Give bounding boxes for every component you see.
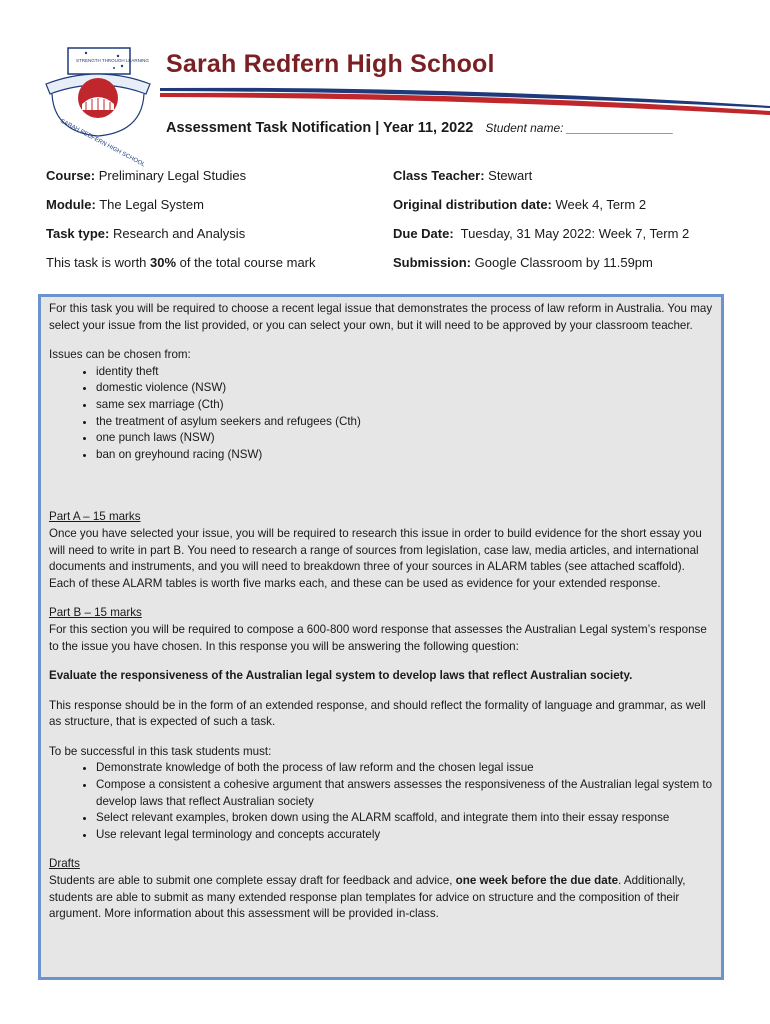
issues-heading: Issues can be chosen from:: [49, 348, 191, 362]
issue-item: • identity theft: [96, 364, 713, 381]
distribution-date-detail: Original distribution date: Week 4, Term 2: [393, 197, 647, 212]
details-row-course: [46, 168, 736, 197]
essay-question: Evaluate the responsiveness of the Australian legal system to develop laws that reflect Australian society.: [49, 669, 633, 683]
form-paragraph: This response should be in the form of an extended response, and should reflect the formality of language and grammar, as well as structure, that is expected of such a task.: [49, 698, 706, 729]
student-name-field: Student name: ________________: [485, 121, 674, 135]
intro-paragraph: For this task you will be required to choose a recent legal issue that demonstrates the process of law reform in Australia. You may select your issue from the list provided, or you can select your own, but it will need to be approved by your classroom teacher.: [49, 302, 713, 332]
svg-text:SARAH REDFERN HIGH SCHOOL: SARAH REDFERN HIGH SCHOOL: [59, 118, 146, 169]
due-date-detail: Due Date: Tuesday, 31 May 2022: Week 7, Term 2: [393, 226, 690, 241]
issue-item: • domestic violence (NSW): [96, 380, 713, 397]
issue-item: • same sex marriage (Cth): [96, 397, 713, 414]
worth-detail: This task is worth 30% of the total course mark: [46, 255, 316, 270]
part-a-title: Part A – 15 marks: [49, 510, 141, 524]
task-details: [46, 168, 736, 284]
task-subheading: [166, 120, 674, 136]
drafts-paragraph: Students are able to submit one complete essay draft for feedback and advice, one week before the due date. Additionally, students are able to submit as many extended response plan templates for advice on structure and the composition of their argument. More information about this assessment will be provided in-class.: [49, 874, 686, 921]
spacer: [49, 476, 713, 509]
success-item: • Compose a consistent a cohesive argument that answers assesses the responsiveness of the Australian legal system to develop laws that reflect Australian society: [96, 777, 713, 810]
task-description-box: [38, 294, 724, 980]
part-b-title: Part B – 15 marks: [49, 606, 142, 620]
submission-detail: Submission: Google Classroom by 11.59pm: [393, 255, 653, 270]
module-detail: Module: The Legal System: [46, 197, 204, 212]
issue-item: • the treatment of asylum seekers and refugees (Cth): [96, 414, 713, 431]
success-item: • Demonstrate knowledge of both the process of law reform and the chosen legal issue: [96, 760, 713, 777]
task-type-detail: Task type: Research and Analysis: [46, 226, 246, 241]
details-row-worth: [46, 255, 736, 284]
success-item: • Select relevant examples, broken down using the ALARM scaffold, and integrate them into their essay response: [96, 810, 713, 827]
issue-item: • one punch laws (NSW): [96, 430, 713, 447]
header-swoosh-decoration: [160, 84, 770, 116]
success-heading: To be successful in this task students must:: [49, 744, 272, 758]
part-a-text: Once you have selected your issue, you will be required to research this issue in order to build evidence for the short essay you will need to write in part B. You need to research a range of sources from legislation, case law, media articles, and international documents and instruments, and you will need to breakdown three of your sources in ALARM tables (see attached scaffold). Each of these ALARM tables is worth five marks each, and these can be used as evidence for your extended response.: [49, 526, 702, 590]
part-b-text: For this section you will be required to compose a 600-800 word response that assesses the Australian Legal system’s response to the issue you have chosen. In this response you will be answering the following question:: [49, 622, 707, 653]
teacher-detail: Class Teacher: Stewart: [393, 168, 533, 183]
success-item: • Use relevant legal terminology and concepts accurately: [96, 827, 713, 844]
drafts-title: Drafts: [49, 857, 80, 871]
school-name: Sarah Redfern High School: [166, 50, 495, 78]
details-row-task-type: [46, 226, 736, 255]
task-notification-title: Assessment Task Notification | Year 11, 2022: [166, 120, 474, 136]
svg-text:STRENGTH THROUGH LEARNING: STRENGTH THROUGH LEARNING: [76, 58, 149, 63]
school-crest-logo: [38, 44, 158, 169]
issue-item: • ban on greyhound racing (NSW): [96, 447, 713, 464]
success-criteria-list: [49, 760, 713, 843]
issues-list: [49, 364, 713, 464]
course-detail: Course: Preliminary Legal Studies: [46, 168, 247, 183]
details-row-module: [46, 197, 736, 226]
